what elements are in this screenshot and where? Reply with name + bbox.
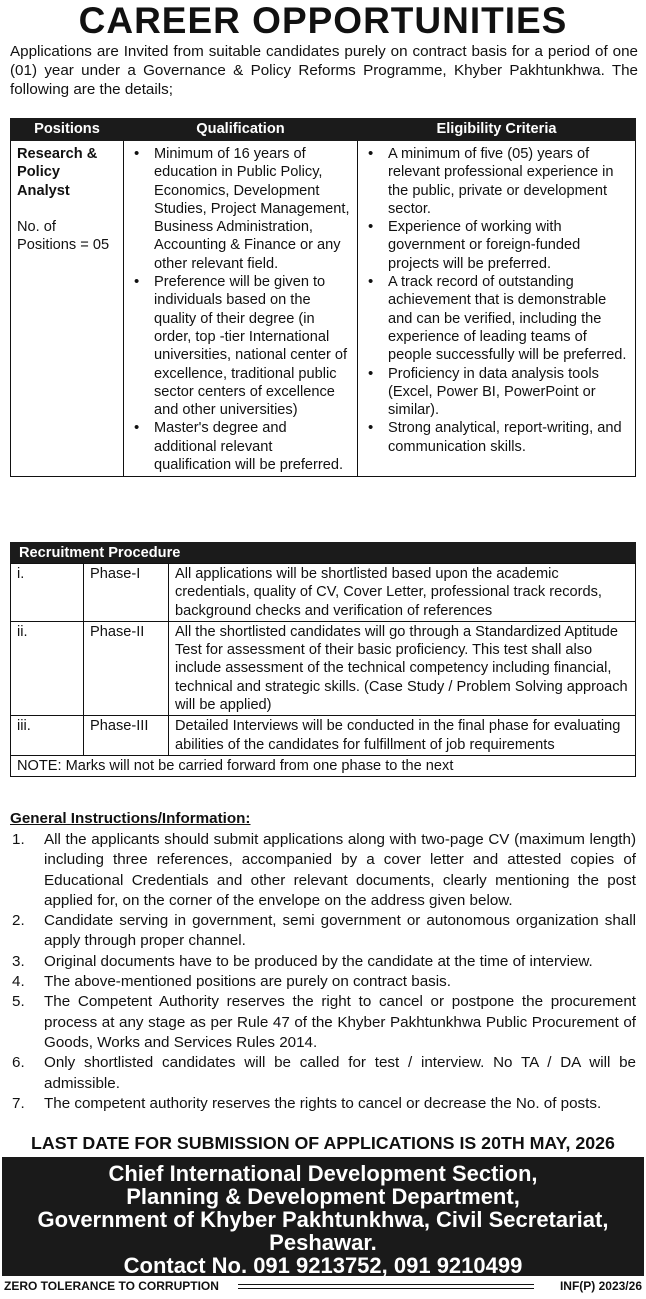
- positions-count-line: Positions = 05: [17, 237, 110, 254]
- instruction-item: [10, 830, 636, 911]
- instruction-item: [10, 1053, 636, 1094]
- qualification-item: • Preference will be given to individuals based on the quality of their degree (in order, top -tier International universities, national center of excellence, traditional public sector centers of excellence and other universities): [130, 273, 351, 419]
- corruption-slogan: ZERO TOLERANCE TO CORRUPTION: [4, 1279, 219, 1293]
- qualification-list: [130, 145, 351, 474]
- eligibility-cell: [358, 141, 636, 477]
- qualification-item: • Master's degree and additional relevant qualification will be preferred.: [130, 419, 351, 474]
- instruction-text: The competent authority reserves the rights to cancel or decrease the No. of posts.: [44, 1094, 602, 1112]
- phase-label: Phase-II: [84, 621, 169, 715]
- general-instructions-title: General Instructions/Information:: [10, 810, 251, 827]
- phase-description: All applications will be shortlisted based upon the academic credentials, quality of CV, Cover Letter, professional track records, background checks and verification of references: [169, 564, 636, 622]
- instruction-item: [10, 992, 636, 1053]
- page-title: CAREER OPPORTUNITIES: [78, 0, 568, 41]
- instruction-item: [10, 1094, 636, 1114]
- eligibility-item: • Strong analytical, report-writing, and communication skills.: [364, 419, 629, 456]
- phase-number: ii.: [11, 621, 84, 715]
- recruitment-note: NOTE: Marks will not be carried forward from one phase to the next: [10, 756, 636, 777]
- footer-line: Chief International Development Section,: [108, 1161, 538, 1186]
- footer-line: Government of Khyber Pakhtunkhwa, Civil Secretariat, Peshawar.: [37, 1207, 609, 1255]
- instruction-number: 2.: [12, 912, 25, 930]
- instruction-text: The Competent Authority reserves the right to cancel or postpone the procurement process at any stage as per Rule 47 of the Khyber Pakhtunkhwa Public Procurement of Goods, Works and Services Rules 2014.: [44, 993, 636, 1051]
- contact-footer: [2, 1157, 644, 1276]
- recruitment-procedure: [10, 542, 636, 777]
- qualification-cell: [124, 141, 358, 477]
- instruction-item: [10, 952, 636, 972]
- instruction-text: Only shortlisted candidates will be called for test / interview. No TA / DA will be admissible.: [44, 1054, 636, 1092]
- phase-label: Phase-III: [84, 716, 169, 756]
- recruitment-table: [10, 563, 636, 756]
- intro-paragraph: Applications are Invited from suitable candidates purely on contract basis for a period of one (01) year under a Governance & Policy Reforms Programme, Khyber Pakhtunkhwa. The following are the details;: [10, 43, 638, 98]
- instruction-number: 4.: [12, 973, 25, 991]
- positions-count-line: No. of: [17, 218, 56, 235]
- position-title-line: Policy: [17, 164, 60, 181]
- phase-row: [11, 564, 636, 622]
- position-row: [11, 141, 636, 477]
- phase-description: All the shortlisted candidates will go through a Standardized Aptitude Test for assessment of their basic proficiency. This test shall also include assessment of the technical competency including financial, technical and strategic skills. (Case Study / Problem Solving approach will be applied): [169, 621, 636, 715]
- instruction-number: 1.: [12, 831, 25, 848]
- header-eligibility: Eligibility Criteria: [358, 119, 636, 141]
- position-title-line: Analyst: [17, 182, 70, 199]
- instruction-item: [10, 972, 636, 992]
- submission-deadline: LAST DATE FOR SUBMISSION OF APPLICATIONS IS 20TH MAY, 2026: [31, 1133, 615, 1153]
- header-qualification: Qualification: [124, 119, 358, 141]
- instruction-item: [10, 911, 636, 952]
- instruction-text: All the applicants should submit applications along with two-page CV (maximum length) including three references, accompanied by a cover letter and attested copies of Educational Credentials and other relevant documents, clearly mentioning the post applied for, on the corner of the envelope on the address given below.: [44, 831, 636, 909]
- instruction-number: 5.: [12, 993, 25, 1011]
- eligibility-item: • Proficiency in data analysis tools (Excel, Power BI, PowerPoint or similar).: [364, 365, 629, 420]
- general-instructions-list: [10, 830, 636, 1114]
- footer-line: Planning & Development Department,: [126, 1184, 520, 1209]
- phase-number: i.: [11, 564, 84, 622]
- eligibility-item: • A track record of outstanding achievement that is demonstrable and can be verified, including the experience of leading teams of people successfully will be preferred.: [364, 273, 629, 364]
- recruitment-heading: Recruitment Procedure: [10, 542, 636, 563]
- position-cell: [11, 141, 124, 477]
- phase-label: Phase-I: [84, 564, 169, 622]
- instruction-number: 7.: [12, 1094, 25, 1112]
- positions-table: [10, 118, 636, 477]
- footer-contact: Contact No. 091 9213752, 091 9210499: [123, 1253, 523, 1278]
- instruction-text: The above-mentioned positions are purely on contract basis.: [44, 973, 451, 991]
- eligibility-item: • A minimum of five (05) years of relevant professional experience in the public, private or development sector.: [364, 145, 629, 218]
- header-positions: Positions: [11, 119, 124, 141]
- positions-table-header-row: [11, 119, 636, 141]
- qualification-item: • Minimum of 16 years of education in Public Policy, Economics, Development Studies, Project Management, Business Administration, Accounting & Finance or any other relevant field.: [130, 145, 351, 273]
- eligibility-item: • Experience of working with government or foreign-funded projects will be preferred.: [364, 218, 629, 273]
- instruction-text: Original documents have to be produced by the candidate at the time of interview.: [44, 952, 593, 970]
- instruction-number: 6.: [12, 1054, 25, 1072]
- phase-description: Detailed Interviews will be conducted in the final phase for evaluating abilities of the candidates for fulfillment of job requirements: [169, 716, 636, 756]
- reference-code: INF(P) 2023/26: [559, 1279, 642, 1293]
- instruction-text: Candidate serving in government, semi government or autonomous organization shall apply through proper channel.: [44, 912, 636, 950]
- phase-number: iii.: [11, 716, 84, 756]
- phase-row: [11, 716, 636, 756]
- phase-row: [11, 621, 636, 715]
- position-title-line: Research &: [17, 146, 98, 162]
- eligibility-list: [364, 145, 629, 456]
- divider-line: [238, 1284, 534, 1289]
- bottom-strip: [4, 1279, 642, 1295]
- instruction-number: 3.: [12, 952, 25, 970]
